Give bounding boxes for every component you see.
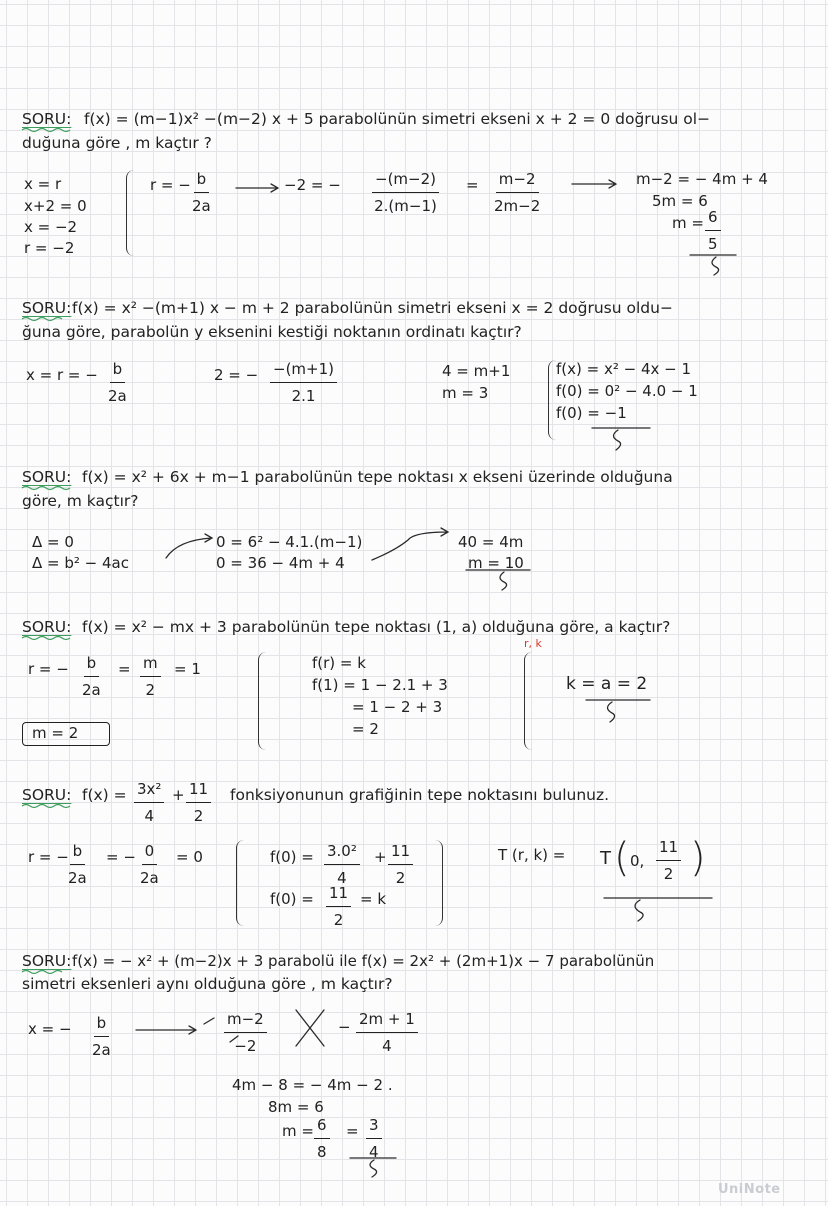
step: f(0) = 0² − 4.0 − 1: [556, 382, 698, 400]
question-text: f(x) = − x² + (m−2)x + 3 parabolü ile f(x) = 2x² + (2m+1)x − 7 parabolünün: [72, 952, 655, 970]
step: f(0) =: [270, 848, 314, 866]
fraction: 3.0² 4: [324, 842, 360, 888]
question-text: ğuna göre, parabolün y eksenini kestiği noktanın ordinatı kaçtır?: [22, 323, 522, 341]
question-label: SORU:: [22, 299, 72, 317]
question-text: f(x) = x² − mx + 3 parabolünün tepe noktası (1, a) olduğuna göre, a kaçtır?: [82, 618, 671, 636]
question-text: göre, m kaçtır?: [22, 492, 139, 510]
fraction: −(m+1) 2.1: [270, 360, 337, 406]
step: r = −: [150, 176, 191, 194]
step: +: [374, 848, 387, 866]
fraction: 11 2: [326, 884, 351, 930]
fraction: b 2a: [68, 842, 87, 887]
cross-multiply-icon: [296, 1010, 324, 1046]
result-mark-icon: [635, 900, 643, 921]
result-mark-icon: [370, 1160, 377, 1177]
watermark-logo: UniNote: [718, 1182, 781, 1197]
step: x = −2: [24, 218, 78, 236]
paren-open: (: [614, 835, 630, 881]
header-underline: [22, 318, 62, 321]
result-mark-icon: [500, 572, 507, 590]
fraction: 11 2: [656, 838, 681, 884]
header-underline: [22, 487, 70, 490]
header-underline: [22, 637, 70, 640]
arrow-icon: [572, 180, 616, 188]
step: x = −: [28, 1020, 72, 1038]
step: −2 = −: [284, 176, 341, 194]
step: 0 = 6² − 4.1.(m−1): [216, 533, 363, 551]
header-underline: [22, 971, 62, 974]
fraction: 6 5: [705, 208, 721, 254]
step: 0,: [630, 852, 645, 870]
step: x = r: [24, 175, 62, 193]
step: = k: [360, 890, 387, 908]
fraction: b 2a: [82, 654, 101, 699]
fraction: 3 4: [366, 1116, 382, 1162]
question-label: SORU:: [22, 110, 72, 128]
answer: k = a = 2: [566, 674, 648, 694]
fraction: b 2a: [108, 360, 127, 405]
step: =: [466, 176, 479, 194]
result-mark-icon: [614, 430, 621, 450]
arrow-icon: [372, 528, 448, 560]
fraction: 6 8: [314, 1116, 330, 1162]
step: r = −2: [24, 239, 75, 257]
question-text: duğuna göre , m kaçtır ?: [22, 134, 212, 152]
cancel-stroke: [204, 1018, 238, 1042]
question-text: f(x) = x² −(m+1) x − m + 2 parabolünün simetri ekseni x = 2 doğrusu oldu−: [72, 299, 673, 317]
paren-close: ): [690, 835, 706, 881]
result-mark-icon: [608, 702, 615, 722]
fraction: 11 2: [388, 842, 413, 888]
result-mark-icon: [712, 257, 719, 275]
header-underline: [22, 805, 70, 808]
boxed-answer: m = 2: [32, 724, 79, 742]
step: f(r) = k: [312, 654, 366, 672]
step: m =: [282, 1122, 314, 1140]
step: = 1 − 2 + 3: [352, 698, 443, 716]
step: T: [600, 848, 611, 869]
question-label: SORU:: [22, 786, 72, 804]
question-label: SORU:: [22, 468, 72, 486]
step: 4 = m+1: [442, 362, 511, 380]
step: f(0) = −1: [556, 404, 627, 422]
step: x+2 = 0: [24, 197, 87, 215]
step: f(1) = 1 − 2.1 + 3: [312, 676, 448, 694]
step: −: [338, 1018, 351, 1036]
step: r = −: [28, 660, 69, 678]
fraction: m 2: [140, 654, 161, 700]
question-text: simetri eksenleri aynı olduğuna göre , m kaçtır?: [22, 975, 393, 993]
question-text: f(x) = (m−1)x² −(m−2) x + 5 parabolünün simetri ekseni x + 2 = 0 doğrusu ol−: [84, 110, 711, 128]
fraction: 3x² 4: [134, 780, 164, 826]
step: 0 = 36 − 4m + 4: [216, 554, 345, 572]
fraction: 2m + 1 4: [356, 1010, 418, 1056]
question-text: fonksiyonunun grafiğinin tepe noktasını bulunuz.: [230, 786, 610, 804]
step: = 0: [176, 848, 203, 866]
question-label: SORU:: [22, 952, 72, 970]
fraction: m−2 −2: [224, 1010, 267, 1056]
step: Δ = 0: [32, 533, 74, 551]
step: T (r, k) =: [498, 846, 566, 864]
fraction: −(m−2) 2.(m−1): [372, 170, 439, 216]
step: m = 3: [442, 384, 489, 402]
step: 2 = −: [214, 366, 259, 384]
arrow-icon: [136, 1026, 196, 1034]
fraction: m−2 2m−2: [494, 170, 541, 215]
question-text: f(x) = x² + 6x + m−1 parabolünün tepe noktası x ekseni üzerinde olduğuna: [82, 468, 673, 486]
step: f(0) =: [270, 890, 314, 908]
step: x = r = −: [26, 366, 98, 384]
fraction: 0 2a: [140, 842, 159, 887]
header-underline: [22, 129, 70, 132]
fraction: 11 2: [186, 780, 211, 826]
step: Δ = b² − 4ac: [32, 554, 129, 572]
step: = 2: [352, 720, 379, 738]
step: f(x) = x² − 4x − 1: [556, 360, 692, 378]
question-text: f(x) =: [82, 786, 127, 804]
question-text: +: [172, 786, 185, 804]
arrow-icon: [166, 534, 212, 558]
fraction: b 2a: [192, 170, 211, 215]
step: = 1: [174, 660, 201, 678]
step: 5m = 6: [652, 192, 708, 210]
step: r = −: [28, 848, 69, 866]
step: = −: [106, 848, 136, 866]
step: m =: [672, 214, 704, 232]
step: 4m − 8 = − 4m − 2 .: [232, 1076, 393, 1094]
step: 8m = 6: [268, 1098, 324, 1116]
step: m−2 = − 4m + 4: [636, 170, 768, 188]
step: m = 10: [468, 554, 524, 572]
question-label: SORU:: [22, 618, 72, 636]
fraction: b 2a: [92, 1014, 111, 1059]
step: =: [346, 1122, 359, 1140]
annotation: r, k: [524, 637, 542, 650]
step: 40 = 4m: [458, 533, 524, 551]
arrow-icon: [236, 184, 278, 192]
step: =: [118, 660, 131, 678]
